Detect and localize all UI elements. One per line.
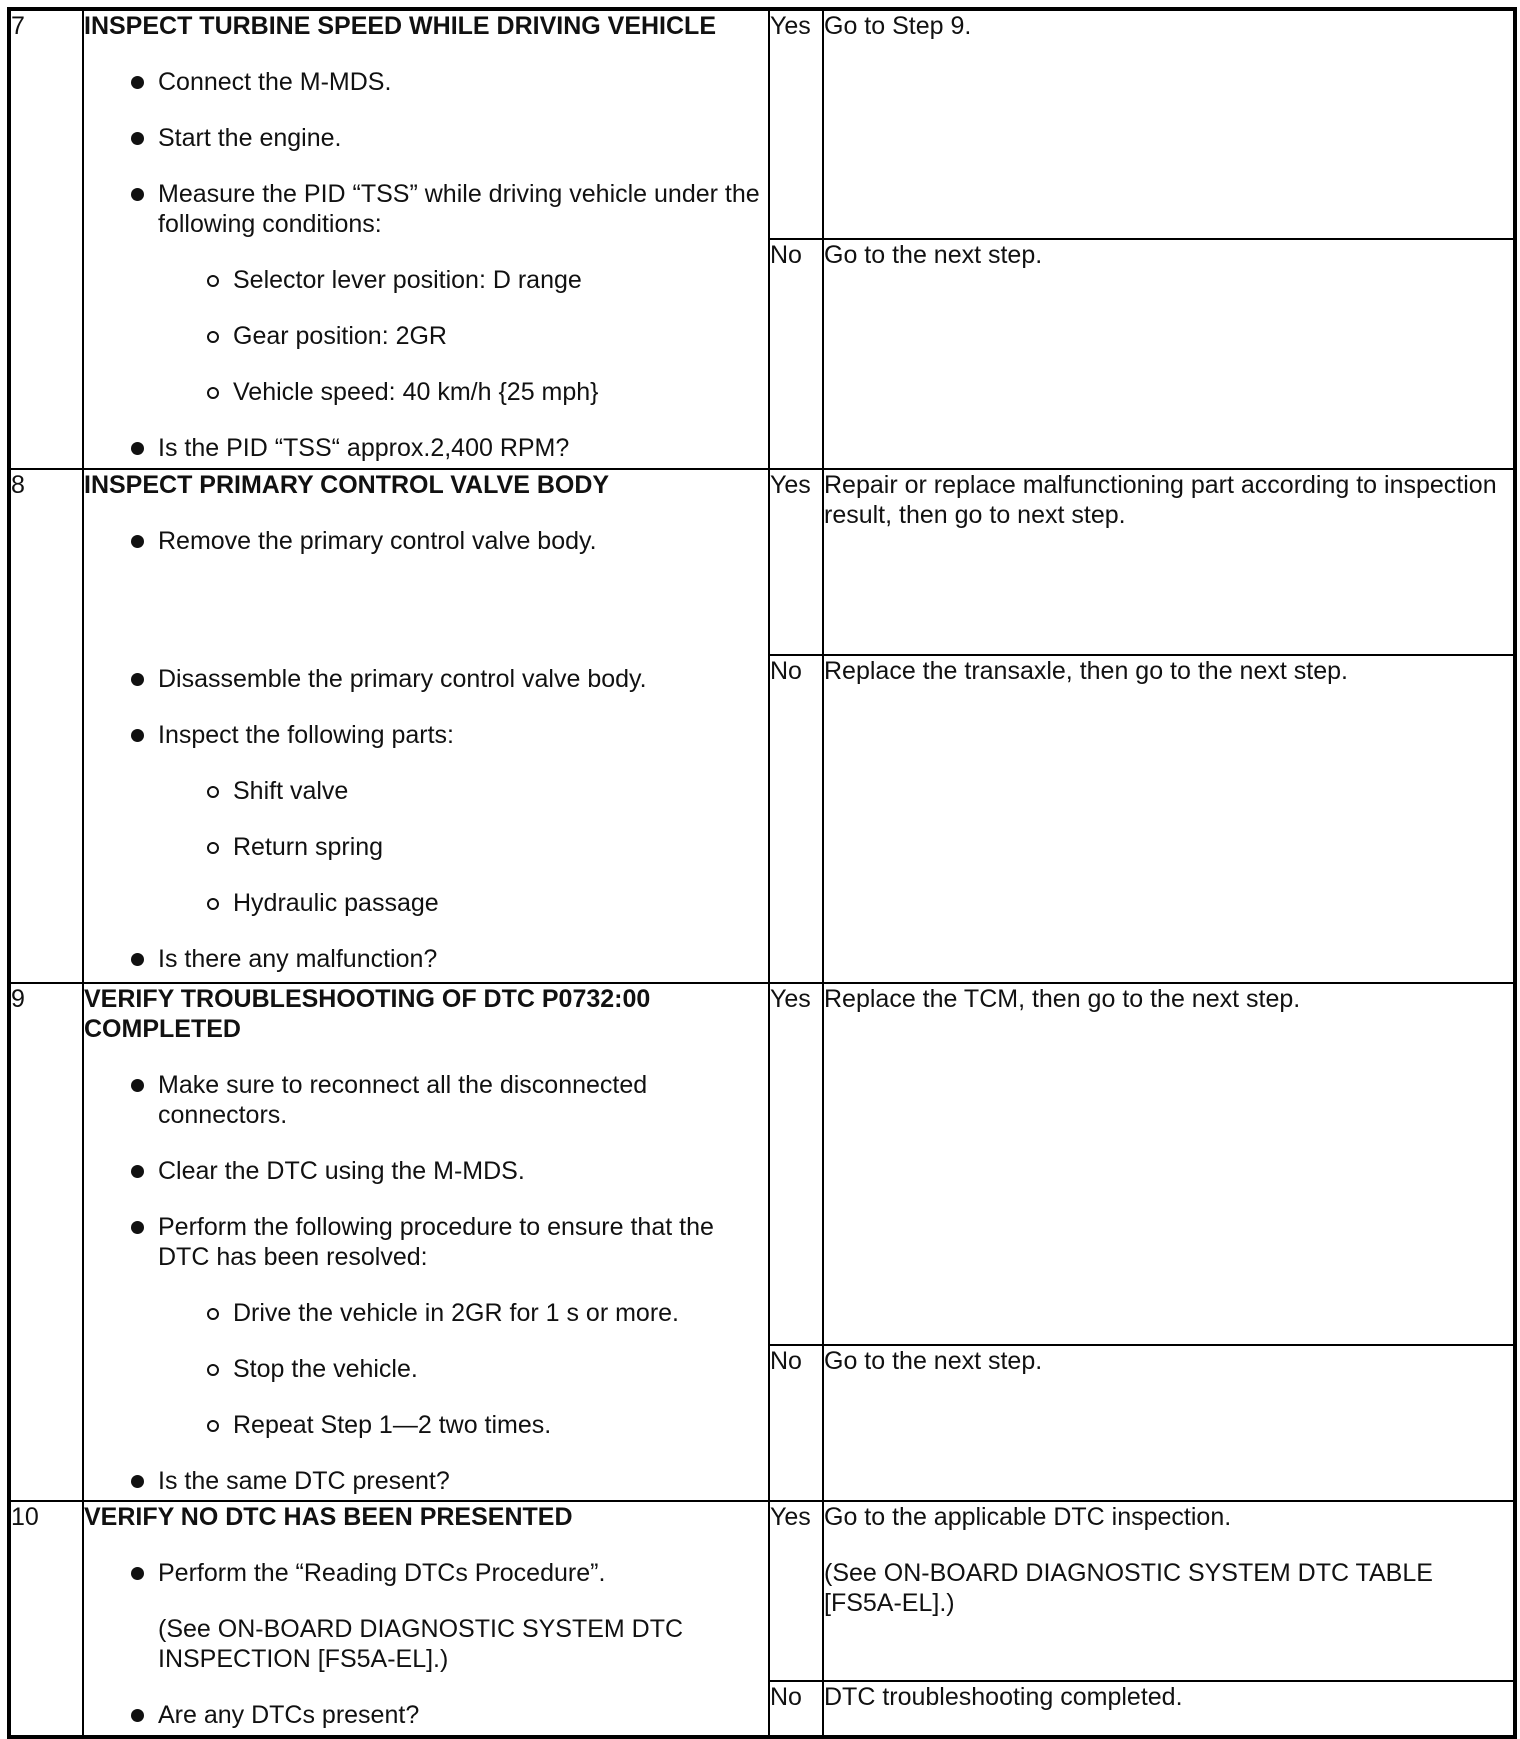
- step-title: VERIFY NO DTC HAS BEEN PRESENTED: [84, 1503, 573, 1531]
- sub-list-item: Hydraulic passage: [84, 888, 768, 918]
- table-row: [9, 469, 1515, 655]
- no-result: Replace the transaxle, then go to the next step.: [823, 655, 1515, 983]
- no-label: No: [769, 1681, 823, 1737]
- yes-label: Yes: [769, 983, 823, 1345]
- sub-list-item: Selector lever position: D range: [84, 265, 768, 295]
- sub-list-item: Return spring: [84, 832, 768, 862]
- sub-list-item: Vehicle speed: 40 km/h {25 mph}: [84, 377, 768, 407]
- no-label: No: [769, 239, 823, 469]
- reference-note: (See ON-BOARD DIAGNOSTIC SYSTEM DTC TABLE [FS5A-EL].): [824, 1559, 1433, 1617]
- list-item: Are any DTCs present?: [84, 1700, 768, 1730]
- yes-result: Replace the TCM, then go to the next step.: [823, 983, 1515, 1345]
- step-action-cell: [83, 469, 769, 983]
- list-item: Perform the “Reading DTCs Procedure”.: [84, 1558, 768, 1588]
- step-action-cell: [83, 983, 769, 1501]
- yes-result: Go to the applicable DTC inspection.: [824, 1503, 1232, 1531]
- step-action-cell: [83, 1501, 769, 1737]
- yes-label: Yes: [769, 1501, 823, 1681]
- list-item: Is the PID “TSS“ approx.2,400 RPM?: [84, 433, 768, 463]
- step-title: VERIFY TROUBLESHOOTING OF DTC P0732:00 COMPLETED: [84, 985, 651, 1043]
- list-item: Remove the primary control valve body.: [84, 526, 768, 556]
- list-item-text: Measure the PID “TSS” while driving vehicle under the following conditions:: [158, 180, 760, 238]
- list-item: [84, 1212, 768, 1440]
- list-item-text: Perform the following procedure to ensure that the DTC has been resolved:: [158, 1213, 714, 1271]
- step-number: 9: [11, 985, 25, 1013]
- step-number: 8: [11, 471, 25, 499]
- step-number: 10: [11, 1503, 39, 1531]
- step-number: 7: [11, 12, 25, 40]
- list-item: Is the same DTC present?: [84, 1466, 768, 1496]
- step-number-cell: [9, 1501, 83, 1737]
- no-result: Go to the next step.: [823, 1345, 1515, 1501]
- list-item: [84, 720, 768, 918]
- list-item: Clear the DTC using the M-MDS.: [84, 1156, 768, 1186]
- yes-result-cell: [823, 1501, 1515, 1681]
- list-item: Disassemble the primary control valve body.: [84, 664, 768, 694]
- list-item-text: Inspect the following parts:: [158, 721, 454, 749]
- no-label: No: [769, 655, 823, 983]
- step-number-cell: [9, 469, 83, 983]
- table-row: [9, 983, 1515, 1345]
- list-item: Connect the M-MDS.: [84, 67, 768, 97]
- yes-label: Yes: [769, 469, 823, 655]
- sub-list-item: Stop the vehicle.: [84, 1354, 768, 1384]
- table-row: [9, 1501, 1515, 1681]
- sub-list-item: Gear position: 2GR: [84, 321, 768, 351]
- yes-result: Go to Step 9.: [823, 9, 1515, 239]
- step-title: INSPECT PRIMARY CONTROL VALVE BODY: [84, 471, 610, 499]
- spacer: [84, 556, 768, 638]
- no-label: No: [769, 1345, 823, 1501]
- reference-note: (See ON-BOARD DIAGNOSTIC SYSTEM DTC INSPECTION [FS5A-EL].): [158, 1615, 684, 1673]
- sub-list-item: Repeat Step 1—2 two times.: [84, 1410, 768, 1440]
- list-item: [84, 179, 768, 407]
- yes-result: Repair or replace malfunctioning part according to inspection result, then go to next step.: [823, 469, 1515, 655]
- table-row: [9, 9, 1515, 239]
- yes-label: Yes: [769, 9, 823, 239]
- list-item: Start the engine.: [84, 123, 768, 153]
- step-number-cell: [9, 983, 83, 1501]
- diagnostic-procedure-table: [7, 7, 1517, 1739]
- sub-list-item: Drive the vehicle in 2GR for 1 s or more.: [84, 1298, 768, 1328]
- step-title: INSPECT TURBINE SPEED WHILE DRIVING VEHICLE: [84, 12, 717, 40]
- no-result: DTC troubleshooting completed.: [823, 1681, 1515, 1737]
- list-item: Is there any malfunction?: [84, 944, 768, 974]
- step-action-cell: [83, 9, 769, 469]
- step-number-cell: [9, 9, 83, 469]
- no-result: Go to the next step.: [823, 239, 1515, 469]
- sub-list-item: Shift valve: [84, 776, 768, 806]
- list-item: Make sure to reconnect all the disconnected connectors.: [84, 1070, 768, 1130]
